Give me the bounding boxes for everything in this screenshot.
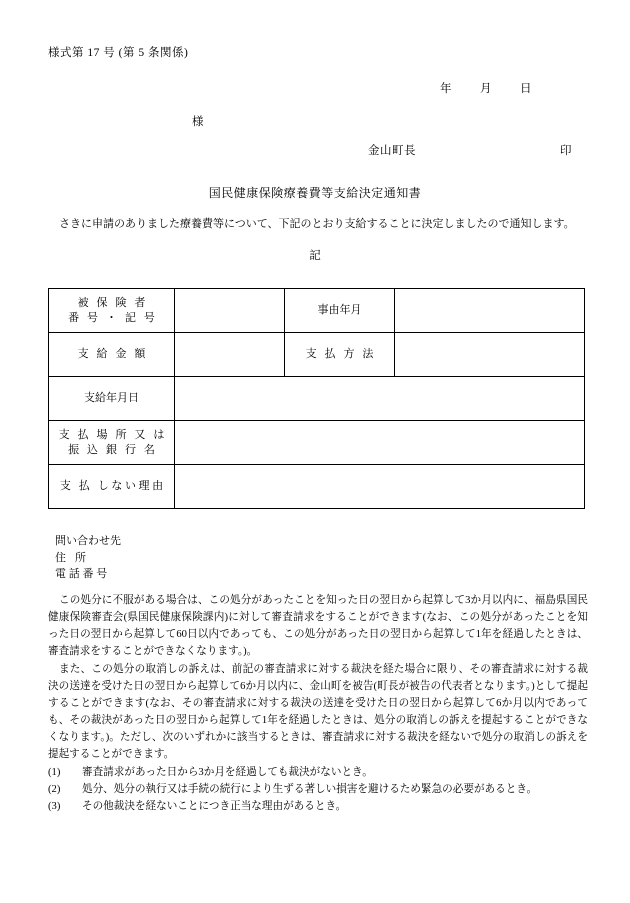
cell-payment-date-value[interactable] [175, 377, 585, 421]
ki-marker: 記 [309, 250, 321, 262]
cell-reason-date-label: 事由年月 [285, 289, 395, 333]
contact-address-row [55, 550, 121, 567]
cell-payment-amount-label [49, 333, 175, 377]
table-row [49, 333, 585, 377]
seal-mark: 印 [560, 145, 572, 157]
cell-payment-place-label [49, 421, 175, 465]
cell-nonpayment-reason-label [49, 465, 175, 509]
cell-reason-date-value[interactable] [395, 289, 585, 333]
contact-heading: 問い合わせ先 [55, 535, 121, 547]
insured-label-line2: 番 号 ・ 記 号 [68, 311, 158, 324]
appeal-paragraph-2: また、この処分の取消しの訴えは、前記の審査請求に対する裁決を経た場合に限り、その審査請求に対する裁決の送達を受けた日の翌日から起算して6か月以内に、金山町を被告(町長が被告の代表者となります。)として提起することができます(なお、その審査請求に対する裁決の送達を受けた日の翌日から起算して6か月以内であっても、その裁決があった日の翌日から起算して1年を経過したときは、処分の取消しの訴えを提起することができなくなります。)。ただし、次のいずれかに該当するときは、審査請求に対する裁決を経ないで処分の取消しの訴えを提起することができます。 [48, 663, 588, 761]
table-row [49, 465, 585, 509]
list-item [48, 798, 588, 815]
nonpayment-reason-label-text: 支 払 しない理由 [59, 480, 166, 493]
payment-amount-label-text: 支 給 金 額 [77, 348, 149, 361]
date-line [440, 80, 540, 96]
issuer-name: 金山町長 [368, 145, 416, 157]
addressee-label: 様 [192, 116, 204, 128]
cell-insured-number-value[interactable] [175, 289, 285, 333]
appeal-instructions [48, 592, 588, 815]
list-item-number: (2) [48, 783, 61, 795]
list-item-text: 処分、処分の執行又は手続の続行により生ずる著しい損害を避けるため緊急の必要があるとき。 [82, 783, 538, 795]
form-number: 様式第 17 号 (第 5 条関係) [48, 47, 189, 59]
list-item-text: 審査請求があった日から3か月を経過しても裁決がないとき。 [82, 766, 373, 778]
date-month-label: 月 [480, 83, 492, 95]
date-day-label: 日 [520, 83, 532, 95]
table-row [49, 377, 585, 421]
table-row [49, 289, 585, 333]
list-item-number: (1) [48, 766, 61, 778]
list-item [48, 781, 588, 798]
table-row [49, 421, 585, 465]
decision-table [48, 288, 585, 509]
appeal-paragraph-1: この処分に不服がある場合は、この処分があったことを知った日の翌日から起算して3か月以内に、福島県国民健康保険審査会(県国民健康保険課内)に対して審査請求をすることができます(なお、この処分があったことを知った日の翌日から起算して60日以内であっても、この処分があった日の翌日から起算して1年を経過したときは、審査請求をすることができなくなります。)。 [48, 595, 588, 658]
cell-insured-number-label [49, 289, 175, 333]
list-item [48, 764, 588, 781]
contact-address-value: 所 [75, 551, 86, 564]
lead-paragraph: さきに申請のありました療養費等について、下記のとおり支給することに決定しましたので通知します。 [59, 218, 575, 230]
contact-block [55, 533, 121, 583]
insured-label-line1: 被 保 険 者 [77, 296, 149, 309]
contact-address-label: 住 [55, 551, 75, 564]
cell-payment-place-value[interactable] [175, 421, 585, 465]
cell-payment-method-value[interactable] [395, 333, 585, 377]
payment-method-label-text: 支 払 方 法 [305, 348, 377, 361]
payment-place-label-line2: 振 込 銀 行 名 [68, 443, 158, 456]
contact-phone-label: 電 話 番 号 [55, 568, 108, 581]
cell-payment-amount-value[interactable] [175, 333, 285, 377]
contact-phone-row [55, 566, 121, 583]
cell-payment-date-label: 支給年月日 [49, 377, 175, 421]
cell-nonpayment-reason-value[interactable] [175, 465, 585, 509]
date-year-label: 年 [440, 83, 452, 95]
payment-place-label-line1: 支 払 場 所 又 は [58, 428, 167, 441]
cell-payment-method-label [285, 333, 395, 377]
list-item-number: (3) [48, 800, 61, 812]
page-title: 国民健康保険療養費等支給決定通知書 [208, 186, 422, 200]
list-item-text: その他裁決を経ないことにつき正当な理由があるとき。 [82, 800, 347, 812]
